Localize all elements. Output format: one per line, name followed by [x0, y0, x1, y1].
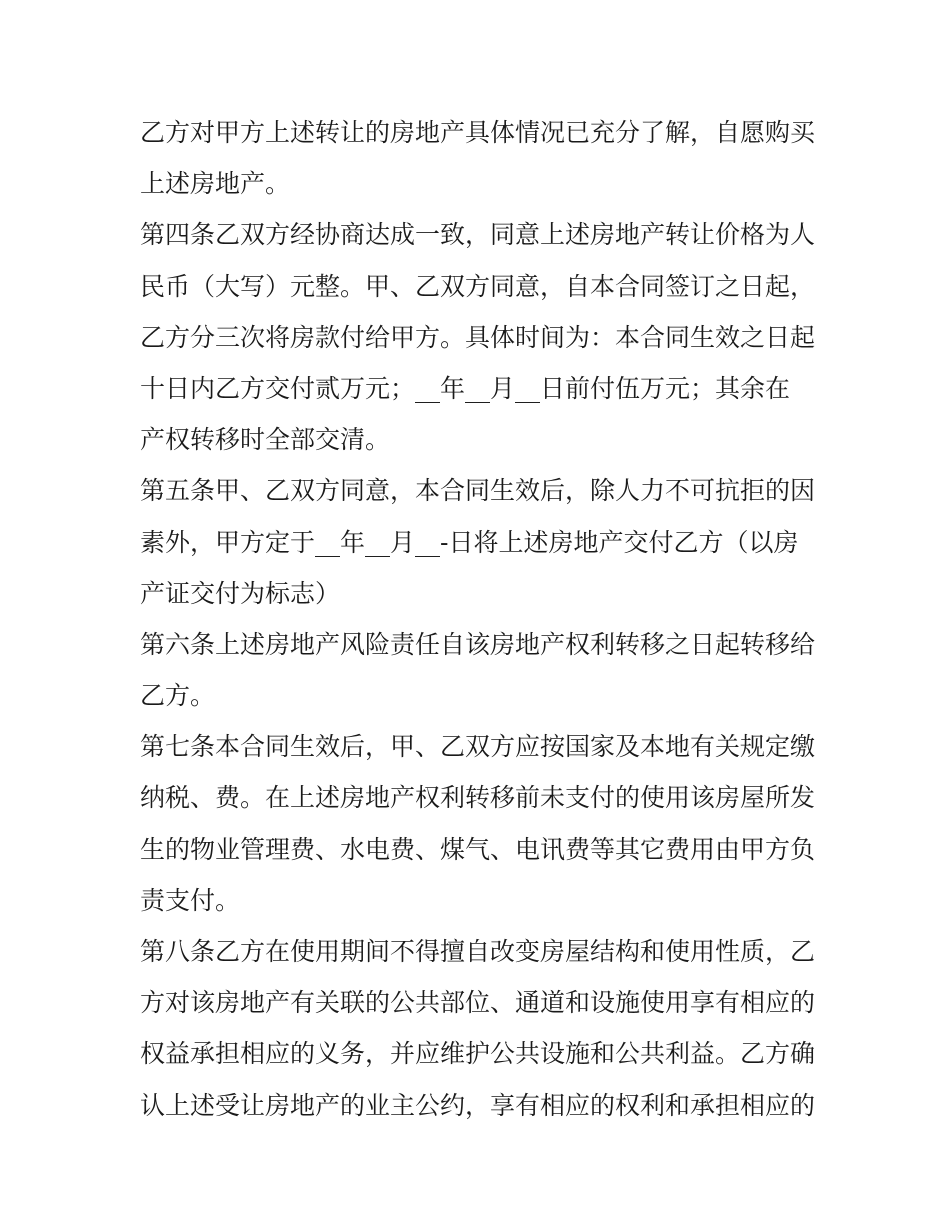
- text-line: 乙方。: [140, 681, 216, 711]
- text-line: 上述房地产。: [140, 169, 291, 199]
- text-line: 乙方分三次将房款付给甲方。具体时间为：本合同生效之日起: [140, 322, 816, 352]
- text-line: 第六条上述房地产风险责任自该房地产权利转移之日起转移给: [140, 629, 816, 659]
- text-line: 权益承担相应的义务，并应维护公共设施和公共利益。乙方确: [140, 1039, 816, 1069]
- text-line: 责支付。: [140, 885, 241, 915]
- text-line: 产证交付为标志）: [140, 578, 341, 608]
- text-line: 第四条乙双方经协商达成一致，同意上述房地产转让价格为人: [140, 220, 816, 250]
- text-line: 十日内乙方交付贰万元；__年__月__日前付伍万元；其余在: [140, 373, 791, 403]
- text-line: 第七条本合同生效后，甲、乙双方应按国家及本地有关规定缴: [140, 732, 816, 762]
- text-line: 乙方对甲方上述转让的房地产具体情况已充分了解，自愿购买: [140, 118, 816, 147]
- text-line: 民币（大写）元整。甲、乙双方同意，自本合同签订之日起，: [140, 271, 816, 301]
- text-line: 第八条乙方在使用期间不得擅自改变房屋结构和使用性质，乙: [140, 937, 816, 966]
- text-line: 纳税、费。在上述房地产权利转移前未支付的使用该房屋所发: [140, 783, 816, 813]
- text-line: 方对该房地产有关联的公共部位、通道和设施使用享有相应的: [140, 988, 816, 1018]
- text-line: 第五条甲、乙双方同意，本合同生效后，除人力不可抗拒的因: [140, 476, 816, 506]
- text-line: 产权转移时全部交清。: [140, 425, 391, 455]
- text-line: 生的物业管理费、水电费、煤气、电讯费等其它费用由甲方负: [140, 834, 816, 864]
- text-line: 认上述受让房地产的业主公约，享有相应的权利和承担相应的: [140, 1090, 816, 1120]
- text-line: 素外，甲方定于__年__月__-日将上述房地产交付乙方（以房: [140, 527, 799, 557]
- document-body: [140, 107, 820, 1131]
